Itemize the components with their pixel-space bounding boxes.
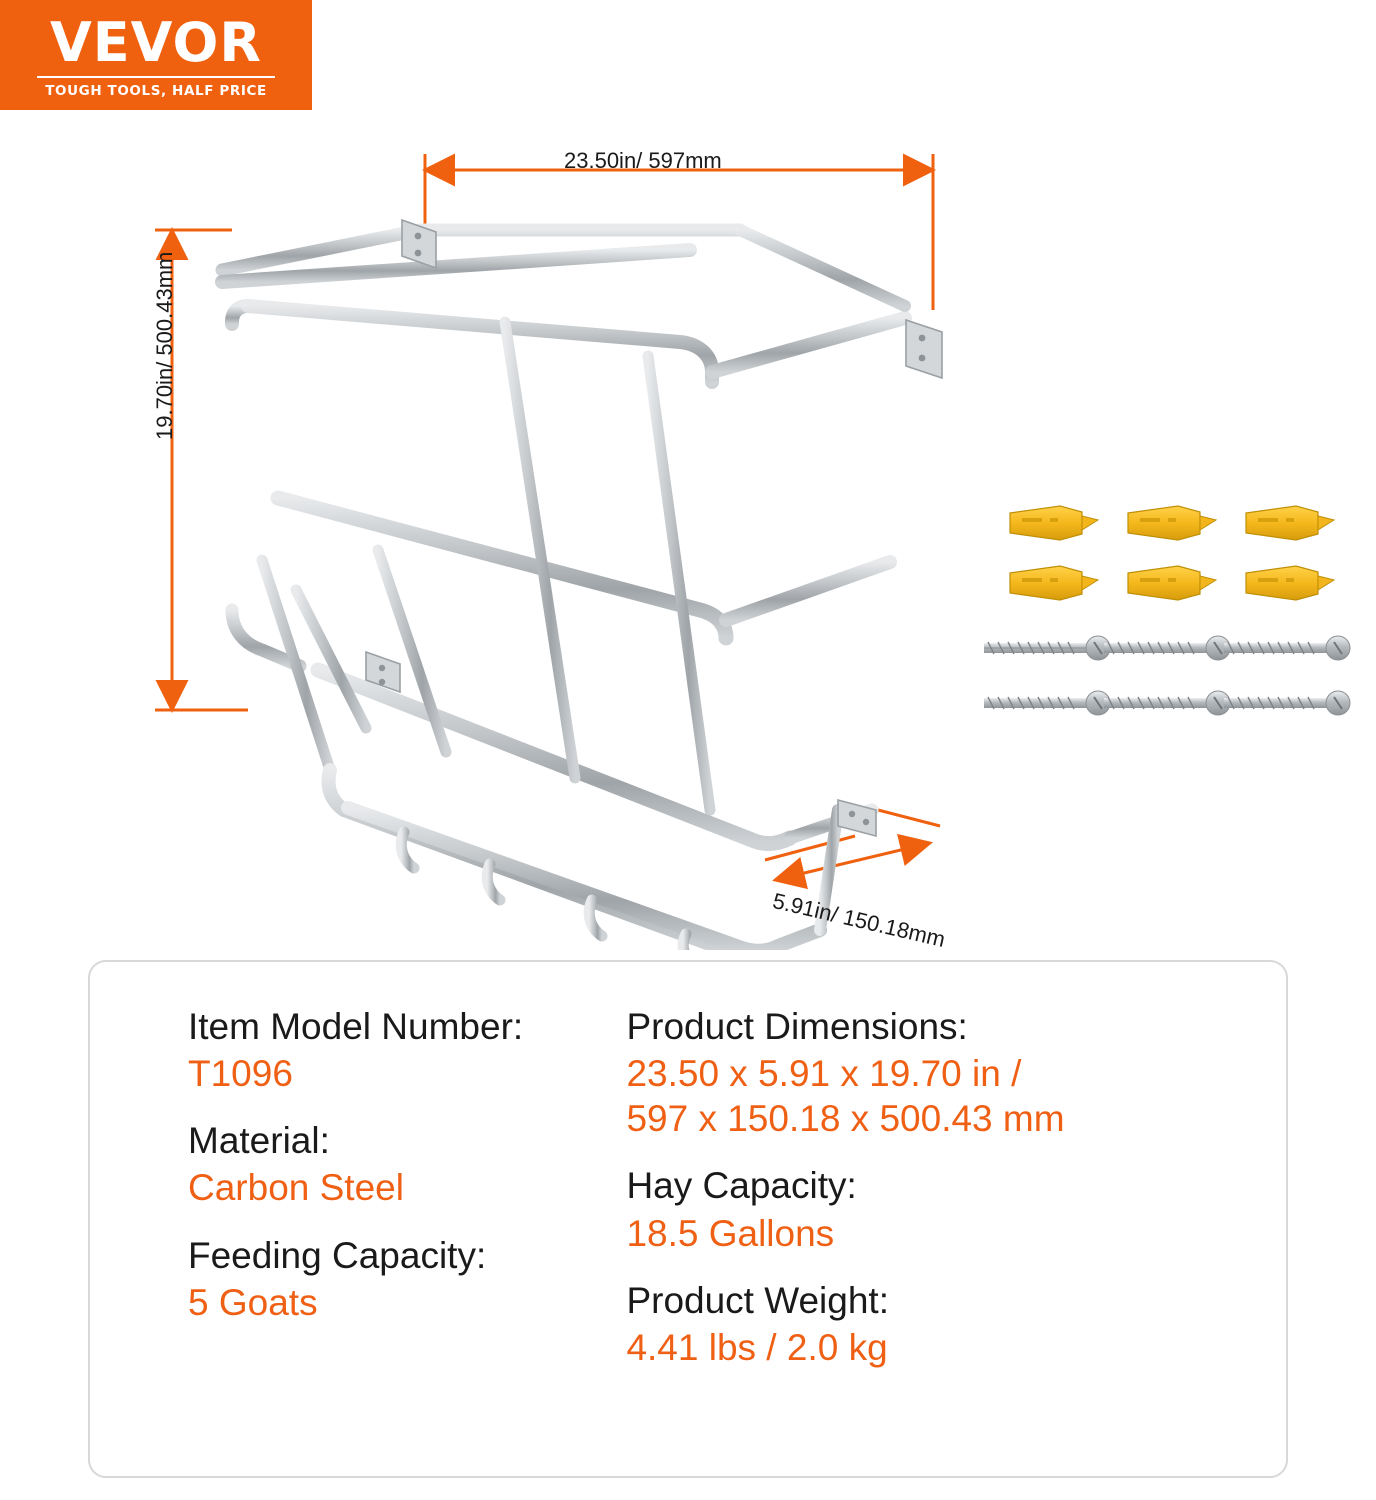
specifications-card [88,960,1288,1478]
spec-label-model-number: Item Model Number: [188,1006,524,1047]
wall-anchor [1128,566,1216,600]
spec-value-model-number: T1096 [188,1053,293,1095]
screws-group [984,636,1350,715]
wall-anchor [1246,506,1334,540]
spec-value-product-weight: 4.41 lbs / 2.0 kg [626,1326,888,1368]
brand-logo [0,0,312,110]
diagram-svg [0,110,1376,950]
wall-anchor [1128,506,1216,540]
spec-label-product-weight: Product Weight: [626,1279,889,1321]
screw [1224,636,1350,660]
screw [1104,691,1230,715]
brand-name: VEVOR [49,10,262,74]
spec-value-material: Carbon Steel [188,1167,404,1209]
spec-label-product-dimensions: Product Dimensions: [626,1006,968,1047]
spec-value-hay-capacity: 18.5 Gallons [626,1212,835,1254]
width-dimension-label: 23.50in/ 597mm [564,148,722,173]
wall-anchor [1246,566,1334,600]
screw [1224,691,1350,715]
hay-feeder-rack [222,230,905,950]
spec-label-feeding-capacity: Feeding Capacity: [188,1234,487,1276]
wall-anchor [1010,506,1098,540]
spec-value-feeding-capacity: 5 Goats [188,1281,318,1323]
spec-value-dimensions-inches: 23.50 x 5.91 x 19.70 in / [626,1053,1022,1095]
logo-divider [37,76,275,78]
wall-anchors-group [1010,506,1334,600]
spec-column-right [608,962,1286,1476]
spec-value-product-dimensions [626,1051,1286,1141]
wall-anchor [1010,566,1098,600]
screw [984,691,1110,715]
height-dimension-label: 19.70in/ 500.43mm [152,251,177,440]
spec-label-hay-capacity: Hay Capacity: [626,1165,857,1207]
screw [984,636,1110,660]
spec-value-dimensions-mm: 597 x 150.18 x 500.43 mm [626,1098,1065,1140]
mounting-brackets [366,220,942,836]
spec-column-left [90,962,608,1476]
product-diagram [0,110,1376,950]
depth-dimension-label: 5.91in/ 150.18mm [770,888,948,952]
brand-tagline: TOUGH TOOLS, HALF PRICE [45,82,267,99]
screw [1104,636,1230,660]
spec-label-material: Material: [188,1120,330,1162]
